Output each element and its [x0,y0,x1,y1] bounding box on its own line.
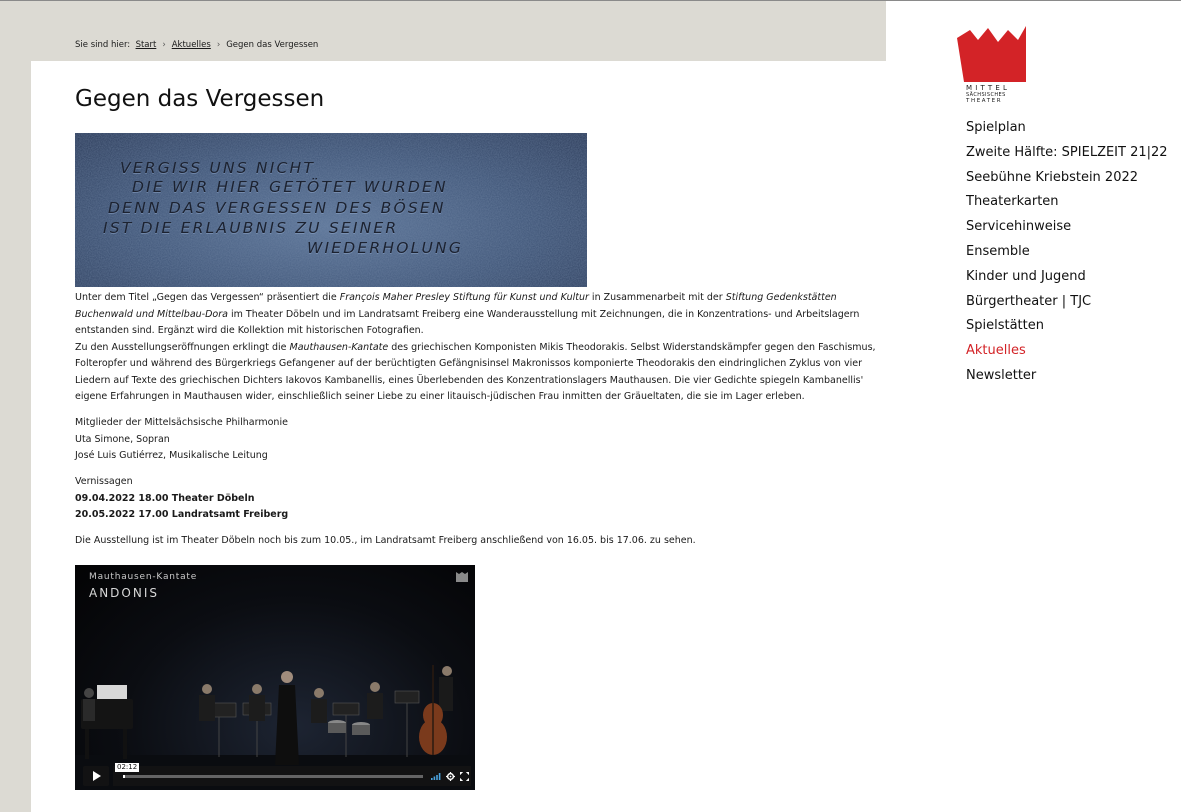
mittelsaechsisches-theater-logo[interactable] [956,24,1030,104]
nav-item-servicehinweise[interactable]: Servicehinweise [966,219,1072,235]
breadcrumb-link-start[interactable]: Start [135,40,157,50]
play-icon [93,771,101,781]
page-title: Gegen das Vergessen [75,86,325,112]
closing-note: Die Ausstellung ist im Theater Döbeln noch bis zum 10.05., im Landratsamt Freiberg anschließend von 16.05. bis 17.06. zu sehen. [75,535,696,546]
breadcrumb [75,40,318,50]
memorial-plaque-image [75,133,587,287]
event-date: 09.04.2022 18.00 Theater Döbeln [75,492,255,504]
main-navigation [966,118,1168,391]
nav-item-seebuehne[interactable]: Seebühne Kriebstein 2022 [966,169,1139,185]
performer-line: José Luis Gutiérrez, Musikalische Leitung [75,450,268,461]
progress-fill [123,775,125,778]
nav-item-spielplan[interactable]: Spielplan [966,120,1026,135]
logo-line-3: THEATER [966,98,1003,104]
nav-item-newsletter[interactable]: Newsletter [966,367,1037,383]
video-player[interactable] [75,565,475,790]
article-paragraph-1: Unter dem Titel „Gegen das Vergessen“ präsentiert die François Maher Presley Stiftung für Kunst und Kultur in Zusammenarbeit mit der Stiftung Gedenkstätten Buchenwald und Mittelbau-Dora im Theater Döbeln und im Landratsamt Freiberg eine Wanderausstellung mit Zeichnungen, die in Konzentrations- und Arbeitslagern entstanden sind. Ergänzt wird die Kollektion mit historischen Fotografien. [75,292,860,336]
video-controls [79,763,471,786]
performer-line: Mitglieder der Mittelsächsische Philharmonie [75,417,288,428]
play-button[interactable] [83,766,109,786]
nav-item-buergertheater[interactable]: Bürgertheater | TJC [966,293,1092,309]
nav-item-theaterkarten[interactable]: Theaterkarten [966,194,1059,210]
video-control-icons [429,766,471,786]
nav-item-spielstaetten[interactable]: Spielstätten [966,318,1044,334]
progress-bar[interactable] [123,775,423,778]
settings-gear-icon[interactable] [446,772,455,781]
article-intro [75,290,887,406]
nav-item-ensemble[interactable]: Ensemble [966,243,1030,259]
breadcrumb-link-aktuelles[interactable]: Aktuelles [171,40,211,50]
plaque-line-3: DENN DAS VERGESSEN DES BÖSEN [108,199,446,217]
breadcrumb-separator-icon: › [216,40,221,50]
nav-item-kinder-jugend[interactable]: Kinder und Jugend [966,268,1086,284]
article-paragraph-2: Zu den Ausstellungseröffnungen erklingt die Mauthausen-Kantate des griechischen Komponisten Mikis Theodorakis. Selbst Widerstandskämpfer gegen den Faschismus, Folteropfer und während des Bürgerkriegs Gefangener auf der berüchtigten Gefängnisinsel Makronissos komponierte Theodorakis den eindringlichen Zyklus von vier Liedern auf Texte des griechischen Dichters Iakovos Kambanellis, eines Überlebenden des Konzentrationslagers Mauthausen. Die vier Gedichte spiegeln Kambanellis' eigene Erfahrungen in Mauthausen wider, einschließlich seiner Liebe zu einer litauisch-jüdischen Frau inmitten der Gräueltaten, die sie im Lager erleben. [75,341,876,402]
theater-logo-icon [455,571,469,583]
logo-line-2: SÄCHSISCHES [966,92,1006,98]
vernissagen-label: Vernissagen [75,476,133,487]
breadcrumb-current: Gegen das Vergessen [226,40,319,50]
volume-icon[interactable] [431,772,441,780]
plaque-line-2: DIE WIR HIER GETÖTET WURDEN [132,178,448,196]
breadcrumb-prefix: Sie sind hier: [75,40,131,50]
performers-block [75,415,887,465]
nav-item-zweite-haelfte[interactable]: Zweite Hälfte: SPIELZEIT 21|22 [966,144,1168,160]
performer-line: Uta Simone, Sopran [75,433,170,445]
event-date: 20.05.2022 17.00 Landratsamt Freiberg [75,509,289,520]
logo-line-1: MITTEL [966,84,1011,92]
vernissagen-block [75,474,887,524]
plaque-line-1: VERGISS UNS NICHT [120,159,316,177]
video-title: ANDONIS [89,586,160,600]
plaque-line-4: IST DIE ERLAUBNIS ZU SEINER [103,219,399,237]
time-badge: 02:12 [117,763,138,771]
breadcrumb-separator-icon: › [162,40,166,50]
plaque-line-5: WIEDERHOLUNG [307,239,464,257]
video-overline: Mauthausen-Kantate [89,572,198,582]
fullscreen-icon[interactable] [460,772,469,781]
nav-item-aktuelles[interactable]: Aktuelles [966,343,1026,359]
